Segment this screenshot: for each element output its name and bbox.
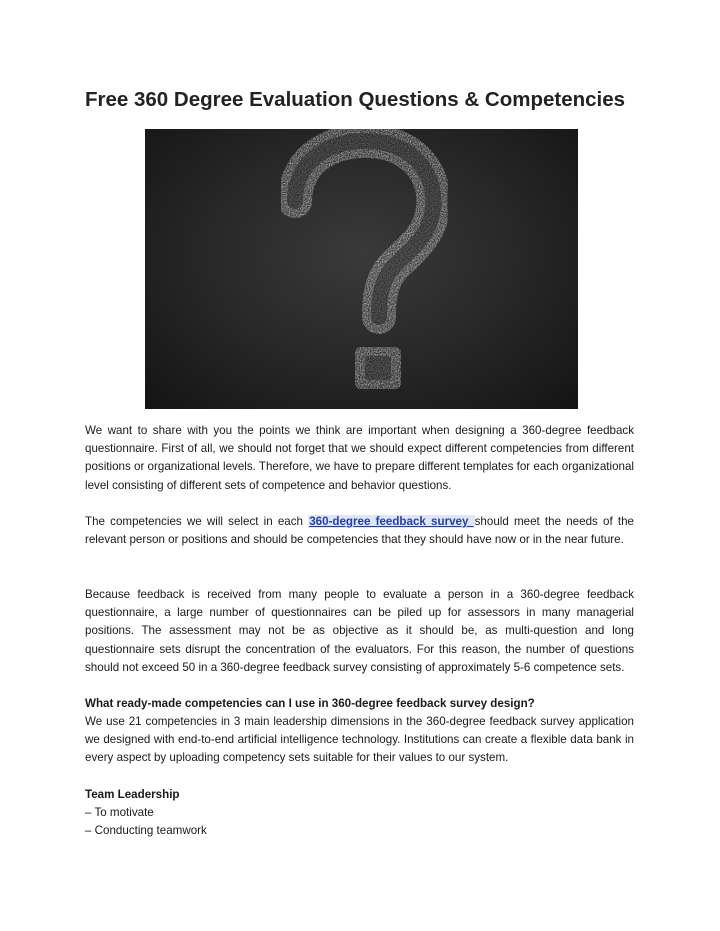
feedback-survey-link[interactable]: 360-degree feedback survey [309,515,474,528]
list-item: – Conducting teamwork [85,824,207,837]
list-item: – To motivate [85,806,154,819]
section-question-heading: What ready-made competencies can I use in 360-degree feedback survey design? [85,697,535,710]
paragraph-text: The competencies we will select in each [85,515,309,528]
competencies-info-paragraph: We use 21 competencies in 3 main leadership dimensions in the 360-degree feedback survey application we designed with end-to-end artificial intelligence technology. Institutions can create a flexible data bank in every aspect by uploading competency sets suitable for their values to our system. [85,715,634,765]
chalkboard-image [145,129,578,409]
competencies-paragraph [85,513,634,549]
intro-paragraph: We want to share with you the points we think are important when designing a 360-degree feedback questionnaire. First of all, we should not forget that we should expect different competencies from different positions or organizational levels. Therefore, we have to prepare different templates for each organizational level consisting of different sets of competence and behavior questions. [85,424,634,492]
question-count-paragraph: Because feedback is received from many people to evaluate a person in a 360-degree feedback questionnaire, a large number of questionnaires can be piled up for assessors in many managerial positions. The assessment may not be as objective as it should be, as multi-question and long questionnaire sets disrupt the concentration of the evaluators. For this reason, the number of questions should not exceed 50 in a 360-degree feedback survey consisting of approximately 5-6 competence sets. [85,588,634,674]
page-title: Free 360 Degree Evaluation Questions & Competencies [85,88,626,111]
question-mark-icon [145,129,578,409]
team-leadership-heading: Team Leadership [85,788,180,801]
paragraph-text: should meet the needs of the relevant person or positions and should be competencies that they should have now or in the near future. [85,515,634,547]
